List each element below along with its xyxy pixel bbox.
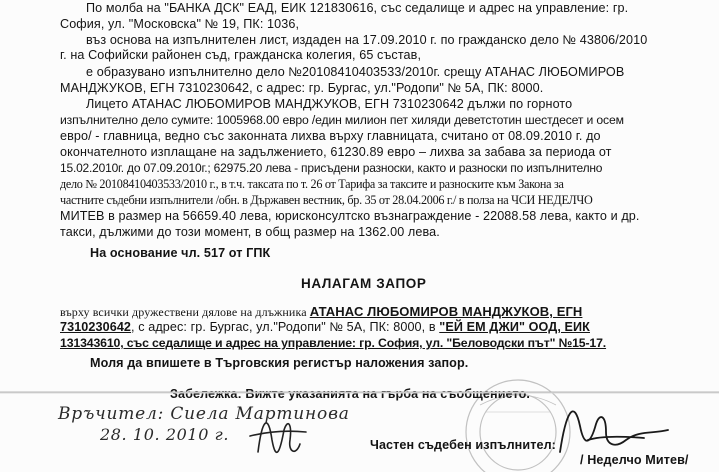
doc-line-10: окончателното изплащане на задължението, 61230.89 евро – лихва за забава за периода от — [60, 145, 612, 159]
doc-line-12: дело № 20108410403533/2010 г., в т.ч. таксата по т. 26 от Тарифа за таксите и разноските към Закона за — [60, 177, 564, 191]
doc-line-5: е образувано изпълнително дело №20108410403533/2010г. срещу АТАНАС ЛЮБОМИРОВ — [86, 65, 625, 79]
handwritten-received-by: Връчител: Сиела Мартинова — [58, 404, 350, 424]
doc-line-7: Лицето АТАНАС ЛЮБОМИРОВ МАНДЖУКОВ, ЕГН 7310230642 дължи по горното — [86, 97, 573, 111]
scan-noise — [0, 392, 719, 393]
doc-line-2: София, ул. "Московска" № 19, ПК: 1036, — [60, 17, 300, 31]
debtor-egn: 7310230642 — [60, 320, 132, 334]
seizure-line-2-plain: , с адрес: гр. Бургас, ул."Родопи" № 5А, ПК: 8000, в — [131, 320, 440, 334]
doc-line-8: изпълнително дело сумите: 1005968.00 евро /един милион пет хиляди деветстотин шестдесет и осем — [60, 113, 624, 127]
receiver-signature — [250, 423, 306, 452]
doc-line-9: евро/ - главница, ведно със законната лихва върху главницата, считано от 08.09.2010 г. до — [60, 129, 601, 143]
seizure-line-1-plain: върху всички дружествени дялове на длъжника — [60, 305, 310, 319]
legal-basis: На основание чл. 517 от ГПК — [90, 246, 271, 260]
seizure-line-3: 131343610, със седалище и адрес на управление: гр. София, ул. "Беловодски път" №15-17. — [60, 336, 607, 350]
note: Забележка: Вижте указанията на гърба на съобщението. — [170, 387, 530, 401]
official-stamp — [466, 380, 570, 472]
handwritten-date: 28. 10. 2010 г. — [100, 425, 230, 444]
doc-line-4: г. на Софийски районен съд, гражданска колегия, 65 състав, — [60, 48, 422, 62]
doc-line-15: такси, дължими до този момент, в общ размер на 1362.00 лева. — [60, 225, 440, 239]
heading-seizure: НАЛАГАМ ЗАПОР — [301, 276, 427, 291]
doc-line-6: МАНДЖУКОВ, ЕГН 7310230642, с адрес: гр. Бургас, ул."Родопи" № 5А, ПК: 8000. — [60, 81, 544, 95]
debtor-name: АТАНАС ЛЮБОМИРОВ МАНДЖУКОВ, ЕГН — [309, 304, 583, 319]
doc-line-1: По молба на "БАНКА ДСК" ЕАД, ЕИК 121830616, със седалище и адрес на управление: гр. — [86, 1, 629, 15]
registry-request: Моля да впишете в Търговския регистър наложения запор. — [90, 356, 469, 370]
company-name: "ЕЙ ЕМ ДЖИ" ООД, ЕИК — [439, 320, 590, 334]
doc-line-13: частните съдебни изпълнители /обн. в Държавен вестник, бр. 35 от 28.04.2006 г./ в полза на ЧСИ НЕДЕЛЧО — [60, 193, 593, 207]
doc-line-11: 15.02.2010г. до 07.09.2010г.; 62975.20 лева - присъдени разноски, както и разноски по изпълнително — [60, 161, 603, 175]
doc-line-3: въз основа на изпълнителен лист, издаден на 17.09.2010 г. по гражданско дело № 43806/2010 — [86, 33, 648, 47]
bailiff-signature — [560, 411, 668, 452]
signature-name: / Неделчо Митев/ — [580, 453, 689, 467]
signature-title: Частен съдебен изпълнител: — [370, 438, 556, 452]
doc-line-14: МИТЕВ в размер на 56659.40 лева, юрисконсултско възнаграждение - 22088.58 лева, както и др. — [60, 209, 640, 223]
